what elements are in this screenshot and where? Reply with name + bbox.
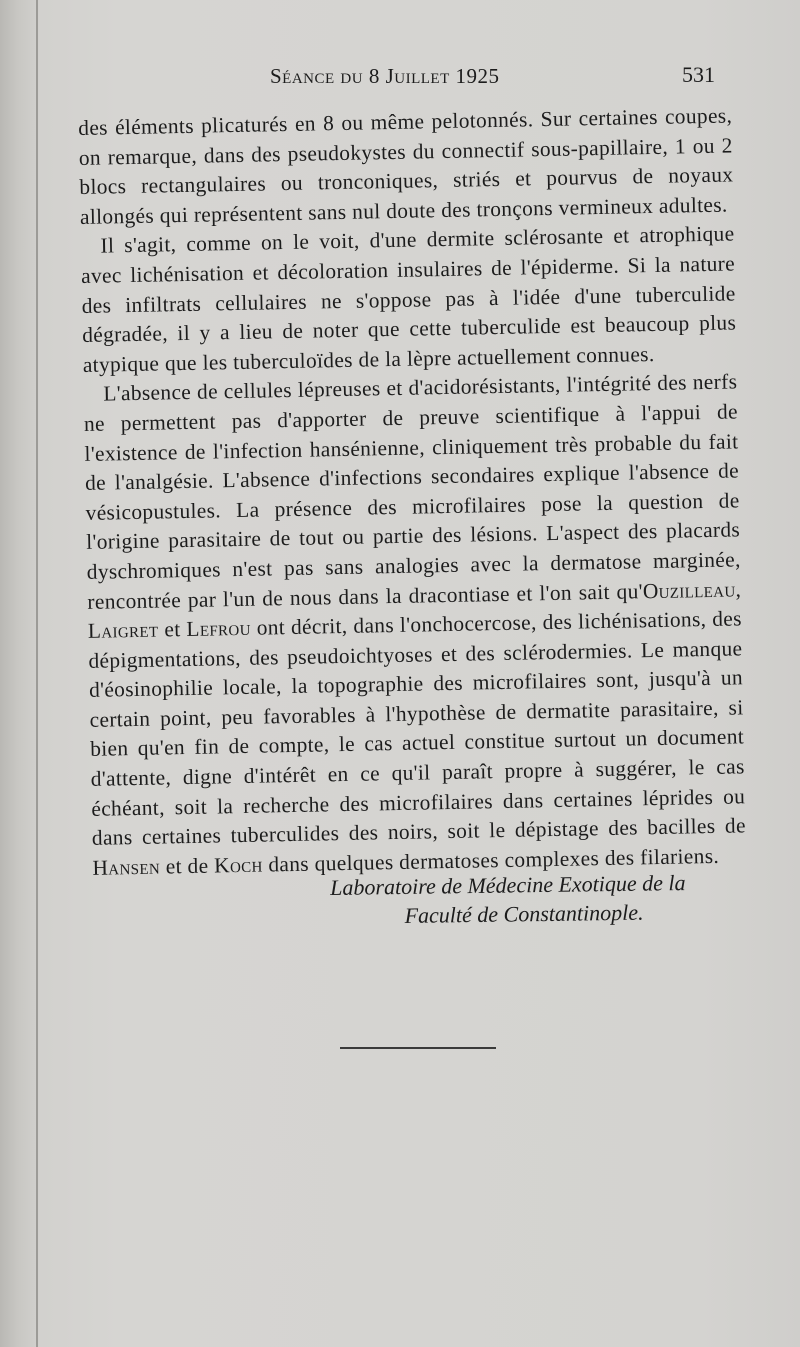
paragraph-3: [83, 368, 747, 884]
running-header: [0, 64, 800, 98]
author-name-koch: Koch: [213, 852, 263, 878]
affiliation-line-1: Laboratoire de Médecine Exotique de la: [330, 870, 686, 900]
author-name-ouzilleau: Ouzilleau: [642, 576, 736, 603]
affiliation-line-2: Faculté de Constantinople.: [404, 899, 644, 928]
running-title: Séance du 8 Juillet 1925: [270, 64, 500, 88]
separator-2: et: [158, 617, 187, 642]
separator-1: ,: [735, 576, 742, 601]
paragraph-1: des éléments plicaturés en 8 ou même pelotonnés. Sur certaines coupes, on remarque, dans des pseudokystes du connectif sous-papillaire, 1 ou 2 blocs rectangulaires ou tronconiques, striés et pourvus de noyaux allongés qui représentent sans nul doute des tronçons vermineux adultes.: [78, 103, 734, 229]
separator-3: et de: [159, 853, 215, 879]
paragraph-3-part-c: dans quelques dermatoses complexes des filariens.: [262, 843, 720, 877]
body-text: [78, 101, 747, 883]
paragraph-2: Il s'agit, comme on le voit, d'une dermite sclérosante et atrophique avec lichénisation et décoloration insulaires de l'épiderme. Si la nature des infiltrats cellulaires ne s'oppose pas à l'idée d'une tuberculide dégradée, il y a lieu de noter que cette tuberculide est beaucoup plus atypique que les tuberculoïdes de la lèpre actuellement connues.: [80, 221, 737, 377]
paragraph-3-part-b: ont décrit, dans l'onchocercose, des lichénisations, des dépigmentations, des pseudoichtyoses et des sclérodermies. Le manque d'éosinophilie locale, la topographie des microfilaires sont, jusqu'à un certain point, peu favorables à l'hypothèse de dermatite parasitaire, si bien qu'en fin de compte, le cas actuel constitue surtout un document d'attente, digne d'intérêt en ce qu'il paraît propre à suggérer, le cas échéant, soit la recherche des microfilaires dans certaines léprides ou dans certaines tuberculides des noirs, soit le dépistage des bacilles de: [88, 606, 747, 851]
author-name-laigret: Laigret: [87, 617, 159, 643]
author-name-hansen: Hansen: [92, 854, 161, 880]
page-number: 531: [682, 62, 715, 87]
author-name-lefrou: Lefrou: [186, 615, 251, 642]
paragraph-3-part-a: L'absence de cellules lépreuses et d'acidorésistants, l'intégrité des nerfs ne permettent pas d'apporter de preuve scientifique à l'appui de l'existence de l'infection hansénienne, cliniquement très probable du fait de l'analgésie. L'absence d'infections secondaires explique l'absence de vésicopustules. La présence des microfilaires pose la question de l'origine parasitaire de tout ou partie des lésions. L'aspect des placards dyschromiques n'est pas sans analogies avec la dermatose marginée, rencontrée par l'un de nous dans la dracontiase et l'on sait qu': [83, 369, 741, 614]
page-edge-shadow: [36, 0, 38, 1347]
section-end-rule: [340, 1047, 496, 1049]
affiliation-signature: [330, 867, 741, 931]
